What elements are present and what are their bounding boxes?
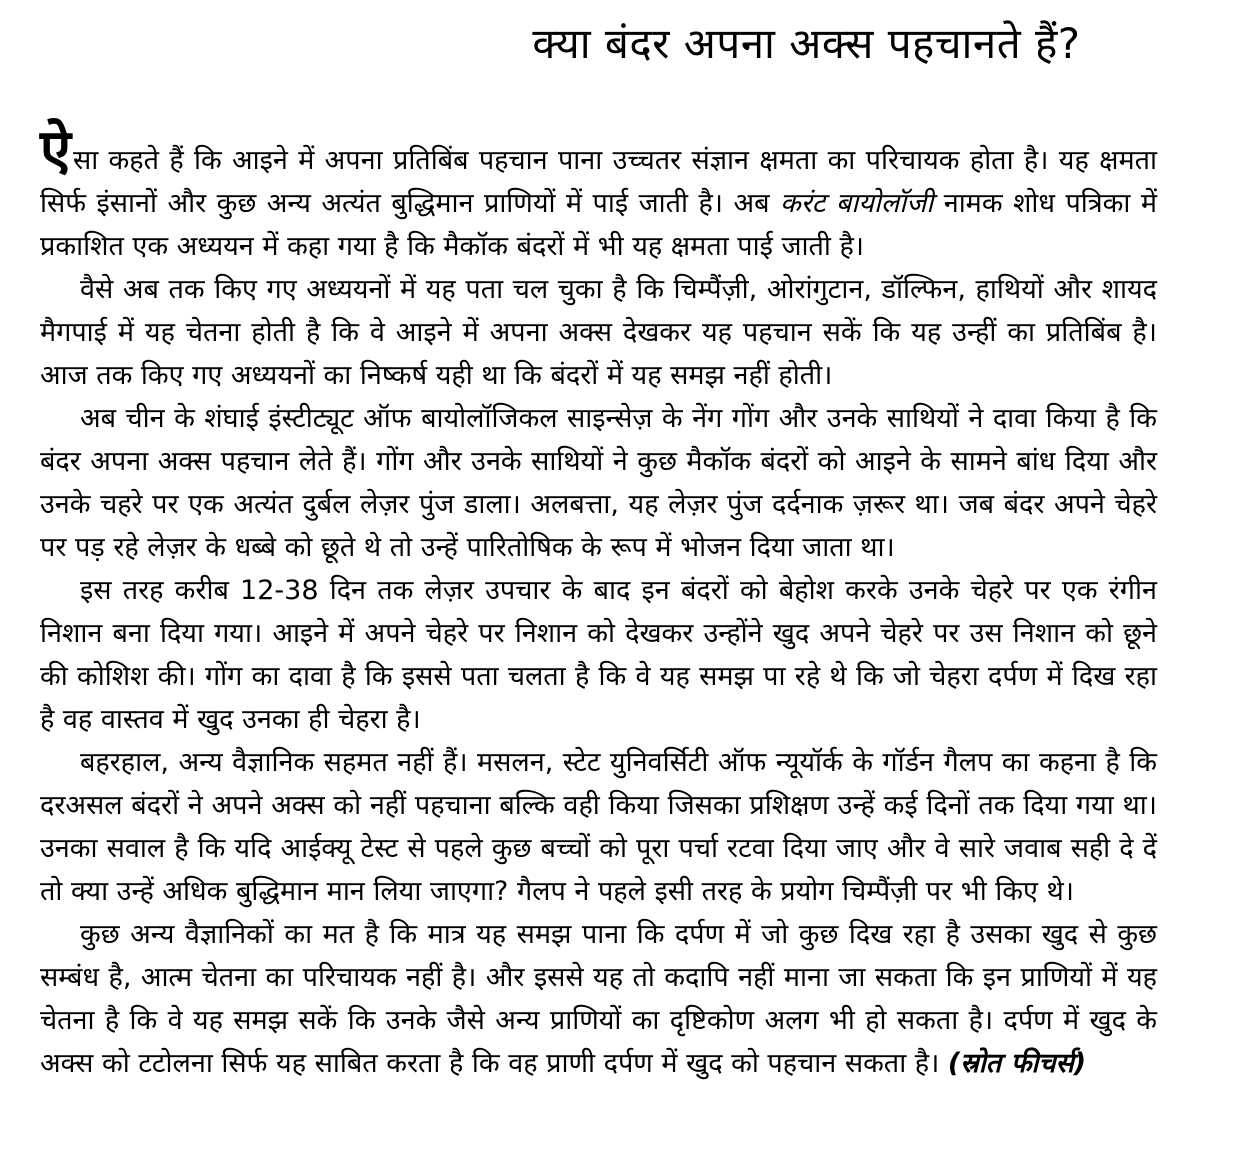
paragraph-5-text: बहरहाल, अन्य वैज्ञानिक सहमत नहीं हैं। मसलन, स्टेट युनिवर्सिटी ऑफ न्यूयॉर्क के गॉर्डन गैलप का कहना है कि दरअसल बंदरों ने अपने अक्स को नहीं पहचाना बल्कि वही किया जिसका प्रशिक्षण उन्हें कई दिनों तक दिया गया था। उनका सवाल है कि यदि आईक्यू टेस्ट से पहले कुछ बच्चों को पूरा पर्चा रटवा दिया जाए और वे सारे जवाब सही दे दें तो क्या उन्हें अधिक बुद्धिमान मान लिया जाएगा? गैलप ने पहले इसी तरह के प्रयोग चिम्पैंज़ी पर भी किए थे। <box>40 747 1157 907</box>
paragraph-3 <box>40 397 1157 569</box>
paragraph-6 <box>40 913 1157 1085</box>
paragraph-4-text: इस तरह करीब 12-38 दिन तक लेज़र उपचार के बाद इन बंदरों को बेहोश करके उनके चेहरे पर एक रंगीन निशान बना दिया गया। आइने में अपने चेहरे पर निशान को देखकर उन्होंने खुद अपने चेहरे पर उस निशान को छूने की कोशिश की। गोंग का दावा है कि इससे पता चलता है कि वे यह समझ पा रहे थे कि जो चेहरा दर्पण में दिख रहा है वह वास्तव में खुद उनका ही चेहरा है। <box>40 575 1157 735</box>
paragraph-1-text: सा कहते हैं कि आइने में अपना प्रतिबिंब पहचान पाना उच्चतर संज्ञान क्षमता का परिचायक होता है। यह क्षमता सिर्फ इंसानों और कुछ अन्य अत्यंत बुद्धिमान प्राणियों में पाई जाती है। अब <box>40 145 1157 219</box>
article-body <box>40 118 1158 1085</box>
paragraph-3-text: अब चीन के शंघाई इंस्टीट्यूट ऑफ बायोलॉजिकल साइन्सेज़ के नेंग गोंग और उनके साथियों ने दावा किया है कि बंदर अपना अक्स पहचान लेते हैं। गोंग और उनके साथियों ने कुछ मैकॉक बंदरों को आइने के सामने बांध दिया और उनके चहरे पर एक अत्यंत दुर्बल लेज़र पुंज डाला। अलबत्ता, यह लेज़र पुंज दर्दनाक ज़रूर था। जब बंदर अपने चेहरे पर पड़ रहे लेज़र के धब्बे को छूते थे तो उन्हें पारितोषिक के रूप में भोजन दिया जाता था। <box>40 403 1157 563</box>
paragraph-2-text: वैसे अब तक किए गए अध्ययनों में यह पता चल चुका है कि चिम्पैंज़ी, ओरांगुटान, डॉल्फिन, हाथियों और शायद मैगपाई में यह चेतना होती है कि वे आइने में अपना अक्स देखकर यह पहचान सकें कि यह उन्हीं का प्रतिबिंब है। आज तक किए गए अध्ययनों का निष्कर्ष यही था कि बंदरों में यह समझ नहीं होती। <box>40 274 1157 391</box>
journal-name-italic: करंट बायोलॉजी <box>780 188 934 219</box>
article-title: क्या बंदर अपना अक्स पहचानते हैं? <box>532 19 1081 68</box>
paragraph-1 <box>40 118 1158 268</box>
drop-cap: ऐ <box>40 118 71 183</box>
paragraph-1-text-cont: नामक शोध पत्रिका में प्रकाशित एक अध्ययन में कहा गया है कि मैकॉक बंदरों में भी यह क्षमता पाई जाती है। <box>40 188 1158 262</box>
source-credit: (स्रोत फीचर्स) <box>947 1048 1087 1079</box>
paragraph-6-text: कुछ अन्य वैज्ञानिकों का मत है कि मात्र यह समझ पाना कि दर्पण में जो कुछ दिख रहा है उसका खुद से कुछ सम्बंध है, आत्म चेतना का परिचायक नहीं है। और इससे यह तो कदापि नहीं माना जा सकता कि इन प्राणियों में यह चेतना है कि वे यह समझ सकें कि उनके जैसे अन्य प्राणियों का दृष्टिकोण अलग भी हो सकता है। दर्पण में खुद के अक्स को टटोलना सिर्फ यह साबित करता है कि वह प्राणी दर्पण में खुद को पहचान सकता है। <box>40 919 1157 1079</box>
paragraph-4 <box>40 569 1157 741</box>
paragraph-5 <box>40 741 1157 913</box>
paragraph-2 <box>40 268 1157 397</box>
